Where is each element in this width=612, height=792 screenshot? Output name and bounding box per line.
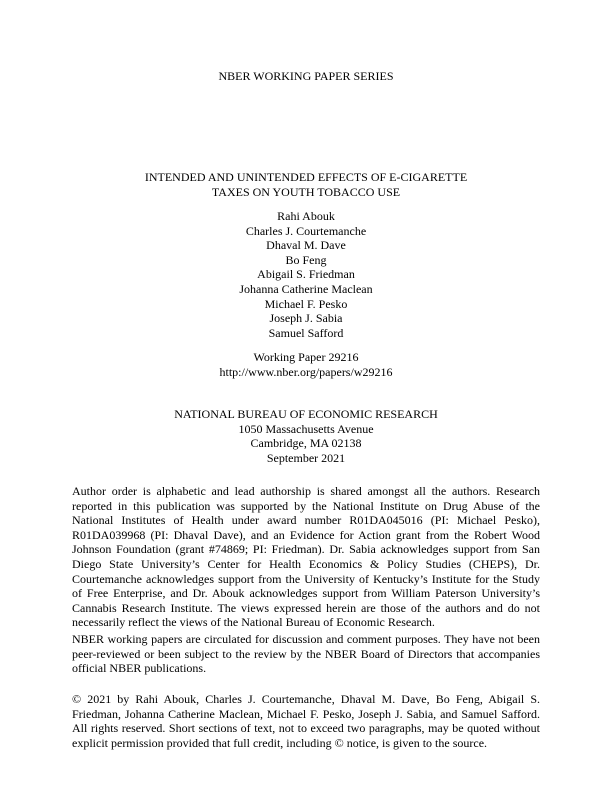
title-line: TAXES ON YOUTH TOBACCO USE <box>211 184 401 199</box>
author-name: Johanna Catherine Maclean <box>239 281 373 296</box>
author-list <box>0 209 612 340</box>
acknowledgements-paragraph: Author order is alphabetic and lead authorship is shared amongst all the authors. Research reported in this publication was supported by the National Institute on Drug Abuse of the National Institutes of Health under award number R01DA045016 (PI: Michael Pesko), R01DA039968 (PI: Dhaval Dave), and an Evidence for Action grant from the Robert Wood Johnson Foundation (grant #74869; PI: Friedman). Dr. Sabia acknowledges support from San Diego State University’s Center for Health Economics & Policy Studies (CHEPS), Dr. Courtemanche acknowledges support from the University of Kentucky’s Institute for the Study of Free Enterprise, and Dr. Abouk acknowledges support from William Paterson University’s Cannabis Research Institute. The views expressed herein are those of the authors and do not necessarily reflect the views of the National Bureau of Economic Research. <box>72 484 540 630</box>
series-label: NBER WORKING PAPER SERIES <box>218 69 394 83</box>
author-name: Bo Feng <box>285 252 327 267</box>
institution-block <box>0 407 612 465</box>
author-name: Joseph J. Sabia <box>269 311 343 326</box>
institution-name: NATIONAL BUREAU OF ECONOMIC RESEARCH <box>174 407 438 421</box>
working-paper-number: Working Paper 29216 <box>253 350 359 364</box>
working-paper-info <box>0 350 612 379</box>
working-paper-url[interactable]: http://www.nber.org/papers/w29216 <box>219 364 393 379</box>
author-name: Dhaval M. Dave <box>266 238 346 253</box>
author-name: Michael F. Pesko <box>264 296 348 311</box>
author-name: Samuel Safford <box>268 325 344 340</box>
institution-street: 1050 Massachusetts Avenue <box>238 421 374 436</box>
disclaimer-paragraph: NBER working papers are circulated for discussion and comment purposes. They have not been peer-reviewed or been subject to the review by the NBER Board of Directors that accompanies official NBER publications. <box>72 632 540 676</box>
series-header <box>0 69 612 84</box>
copyright-paragraph: © 2021 by Rahi Abouk, Charles J. Courtemanche, Dhaval M. Dave, Bo Feng, Abigail S. Friedman, Johanna Catherine Maclean, Michael F. Pesko, Joseph J. Sabia, and Samuel Safford. All rights reserved. Short sections of text, not to exceed two paragraphs, may be quoted without explicit permission provided that full credit, including © notice, is given to the source. <box>72 692 540 750</box>
title-line: INTENDED AND UNINTENDED EFFECTS OF E-CIGARETTE <box>144 170 468 184</box>
paper-title <box>0 170 612 199</box>
author-name: Charles J. Courtemanche <box>245 223 367 238</box>
institution-city: Cambridge, MA 02138 <box>250 436 362 451</box>
author-name: Rahi Abouk <box>277 209 335 223</box>
publication-date: September 2021 <box>266 450 346 465</box>
author-name: Abigail S. Friedman <box>257 267 355 282</box>
